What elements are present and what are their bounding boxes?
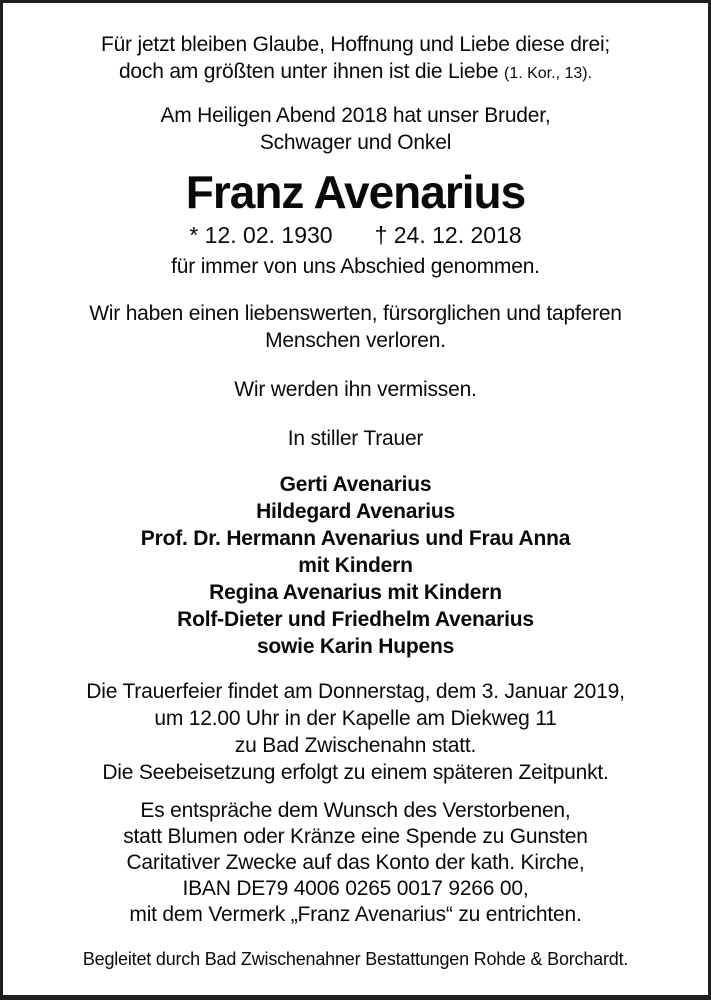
deceased-name: Franz Avenarius bbox=[185, 166, 526, 218]
life-dates bbox=[3, 222, 708, 249]
mourner-line: Gerti Avenarius bbox=[279, 473, 432, 496]
mourner-line: sowie Karin Hupens bbox=[256, 635, 455, 658]
loss-paragraph bbox=[3, 300, 708, 354]
donation-request bbox=[3, 798, 708, 928]
quote-line bbox=[3, 58, 708, 87]
loss-line: Wir haben einen liebenswerten, fürsorglichen und tapferen bbox=[89, 302, 622, 325]
donation-line: statt Blumen oder Kränze eine Spende zu Gunsten bbox=[123, 825, 588, 848]
donation-line: Es entspräche dem Wunsch des Verstorbenen, bbox=[140, 799, 571, 822]
intro-line: Schwager und Onkel bbox=[259, 131, 452, 154]
mourner-line: mit Kindern bbox=[298, 554, 413, 577]
mourner-line: Rolf-Dieter und Friedhelm Avenarius bbox=[177, 608, 534, 631]
mourner-line: Regina Avenarius mit Kindern bbox=[209, 581, 502, 604]
mourning-intro: In stiller Trauer bbox=[287, 427, 424, 450]
mourner-line: Hildegard Avenarius bbox=[256, 500, 455, 523]
donation-line: mit dem Vermerk „Franz Avenarius“ zu entrichten. bbox=[129, 903, 582, 926]
quote-line: Für jetzt bleiben Glaube, Hoffnung und Liebe diese drei; bbox=[100, 33, 611, 56]
mourner-line: Prof. Dr. Hermann Avenarius und Frau Anna bbox=[140, 527, 571, 550]
farewell-line: für immer von uns Abschied genommen. bbox=[171, 255, 540, 278]
bible-citation: (1. Kor., 13). bbox=[503, 65, 593, 82]
service-line: zu Bad Zwischenahn statt. bbox=[234, 734, 477, 757]
loss-line: Menschen verloren. bbox=[265, 329, 446, 352]
birth-date: * 12. 02. 1930 bbox=[189, 222, 333, 248]
funeral-home-credit: Begleitet durch Bad Zwischenahner Bestattungen Rohde & Borchardt. bbox=[82, 949, 629, 969]
service-line: Die Trauerfeier findet am Donnerstag, dem 3. Januar 2019, bbox=[86, 680, 625, 703]
miss-line: Wir werden ihn vermissen. bbox=[234, 378, 477, 401]
service-line: Die Seebeisetzung erfolgt zu einem späteren Zeitpunkt. bbox=[102, 761, 609, 784]
death-date: † 24. 12. 2018 bbox=[374, 222, 522, 248]
funeral-service-info bbox=[3, 678, 708, 786]
quote-text: doch am größten unter ihnen ist die Liebe bbox=[118, 60, 499, 83]
donation-line: Caritativer Zwecke auf das Konto der kath. Kirche, bbox=[126, 851, 585, 874]
scripture-quote bbox=[3, 31, 708, 87]
mourners-list bbox=[3, 471, 708, 660]
donation-line: IBAN DE79 4006 0265 0017 9266 00, bbox=[182, 877, 529, 900]
intro-line: Am Heiligen Abend 2018 hat unser Bruder, bbox=[160, 104, 551, 127]
service-line: um 12.00 Uhr in der Kapelle am Diekweg 11 bbox=[154, 707, 557, 730]
announcement-intro bbox=[3, 102, 708, 156]
